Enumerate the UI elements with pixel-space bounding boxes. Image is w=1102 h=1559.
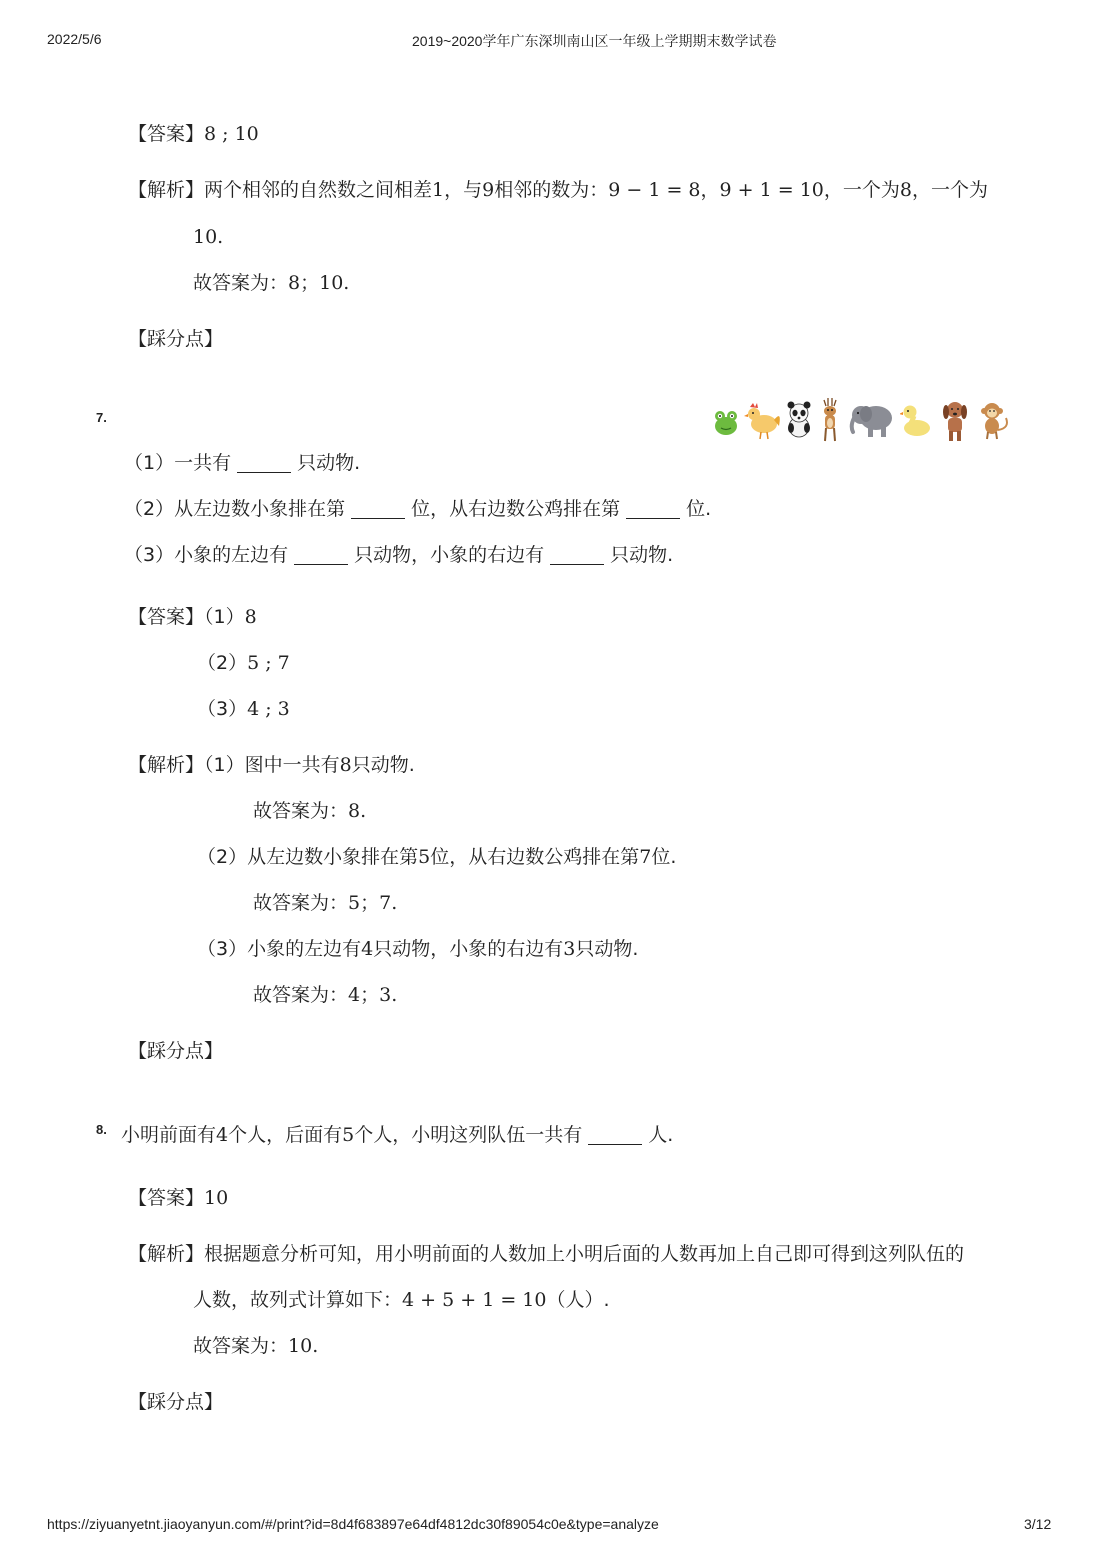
sub-label: （3） [197, 938, 248, 960]
analysis-text: 只动物. [575, 938, 639, 960]
analysis-number: 7 [639, 846, 652, 868]
q8-analysis-line1 [128, 1245, 964, 1264]
q7-analysis-2 [197, 848, 676, 867]
separator: ， [700, 179, 720, 201]
answer-blank[interactable] [550, 547, 604, 565]
sub-label: （1） [204, 606, 245, 628]
q7-sub1 [124, 454, 360, 473]
analysis-text: 小象的左边有 [247, 938, 362, 960]
q8-question [121, 1126, 673, 1145]
animal-row-image [712, 398, 1014, 442]
analysis-label: 【解析】 [128, 1243, 205, 1265]
question-number-value: 5 [342, 1124, 355, 1146]
q7-analysis-1 [128, 756, 415, 775]
answer-blank[interactable] [588, 1127, 642, 1145]
sub-label: （2） [124, 498, 175, 520]
analysis-text: 位，从右边数公鸡排在第 [430, 846, 640, 868]
q7-answer-line2 [197, 654, 290, 673]
answer-label: 【答案】 [128, 123, 205, 145]
conclusion-prefix: 故答案为： [253, 800, 349, 822]
equation: 4 + 5 + 1 = 10 [402, 1289, 547, 1311]
analysis-text: 两个相邻的自然数之间相差 [204, 179, 433, 201]
page-number: 3/12 [1024, 1516, 1052, 1532]
question-text: 从左边数小象排在第 [174, 498, 346, 520]
analysis-number: 5 [418, 846, 431, 868]
answer-value: 4 ; 3 [247, 698, 290, 720]
rooster-icon [744, 398, 784, 440]
question-text: 位，从右边数公鸡排在第 [411, 498, 621, 520]
question-text: 只动物. [297, 452, 361, 474]
q8-analysis-line2 [193, 1291, 610, 1310]
answer-value: 5 ; 7 [247, 652, 290, 674]
conclusion-prefix: 故答案为： [253, 892, 349, 914]
question-text: 个人，小明这列队伍一共有 [354, 1124, 583, 1146]
q7-answer-line3 [197, 700, 290, 719]
q6-answer [128, 125, 259, 144]
question-text: 小明前面有 [121, 1124, 217, 1146]
q7-sub3 [124, 546, 673, 565]
sub-label: （3） [124, 544, 175, 566]
conclusion-value: 8. [348, 800, 367, 822]
q8-conclusion [193, 1337, 318, 1356]
conclusion-value: 5；7. [348, 892, 398, 914]
conclusion-prefix: 故答案为： [193, 272, 289, 294]
q7-analysis-1-conclusion [253, 802, 366, 821]
analysis-number: 3 [563, 938, 576, 960]
question-text: 人. [648, 1124, 674, 1146]
analysis-text: 人数，故列式计算如下： [193, 1289, 403, 1311]
analysis-number: 9 [482, 179, 495, 201]
question-number: 8. [96, 1122, 107, 1137]
answer-blank[interactable] [237, 455, 291, 473]
analysis-text: 位. [651, 846, 677, 868]
panda-icon [784, 398, 814, 438]
answer-blank[interactable] [626, 501, 680, 519]
answer-value: 8 ; 10 [204, 123, 259, 145]
document-title: 2019~2020学年广东深圳南山区一年级上学期期末数学试卷 [412, 33, 777, 49]
equation: 9 − 1 = 8 [608, 179, 701, 201]
elephant-icon [848, 398, 896, 438]
analysis-label: 【解析】 [128, 754, 205, 776]
q7-analysis-2-conclusion [253, 894, 397, 913]
question-text: 一共有 [174, 452, 232, 474]
q7-analysis-3-conclusion [253, 986, 397, 1005]
analysis-text: ，一个为 [823, 179, 900, 201]
answer-value: 10 [204, 1187, 229, 1209]
q7-sub2 [124, 500, 711, 519]
q7-answer-line1 [128, 608, 257, 627]
analysis-text: ，与 [444, 179, 483, 201]
analysis-text: 只动物，小象的右边有 [373, 938, 564, 960]
duck-icon [900, 398, 932, 438]
monkey-icon [976, 398, 1012, 440]
answer-blank[interactable] [294, 547, 348, 565]
sub-label: （3） [197, 698, 248, 720]
question-text: 个人，后面有 [228, 1124, 343, 1146]
sub-label: （2） [197, 846, 248, 868]
sub-label: （1） [124, 452, 175, 474]
analysis-number: 4 [361, 938, 374, 960]
question-text: 只动物. [610, 544, 674, 566]
q8-answer [128, 1189, 228, 1208]
analysis-number: 8 [339, 754, 352, 776]
analysis-text: 只动物. [351, 754, 415, 776]
answer-value: 8 [244, 606, 257, 628]
answer-blank[interactable] [351, 501, 405, 519]
q6-analysis-line1 [128, 181, 988, 200]
conclusion-value: 4；3. [348, 984, 398, 1006]
analysis-number: 8 [899, 179, 912, 201]
q6-points-label: 【踩分点】 [128, 328, 224, 350]
equation: 9 + 1 = 10 [719, 179, 824, 201]
conclusion-value: 8；10. [288, 272, 350, 294]
analysis-text: 根据题意分析可知，用小明前面的人数加上小明后面的人数再加上自己即可得到这列队伍的 [204, 1243, 965, 1265]
q6-conclusion [193, 274, 349, 293]
question-text: 只动物，小象的右边有 [354, 544, 545, 566]
deer-icon [816, 398, 846, 442]
analysis-text: 相邻的数为： [494, 179, 609, 201]
conclusion-prefix: 故答案为： [253, 984, 349, 1006]
analysis-text: 从左边数小象排在第 [247, 846, 419, 868]
q7-analysis-3 [197, 940, 638, 959]
analysis-number: 1 [432, 179, 445, 201]
answer-label: 【答案】 [128, 1187, 205, 1209]
q7-points-label: 【踩分点】 [128, 1040, 224, 1062]
analysis-text: （人）. [546, 1289, 610, 1311]
frog-icon [712, 398, 740, 438]
conclusion-prefix: 故答案为： [193, 1335, 289, 1357]
question-number-value: 4 [216, 1124, 229, 1146]
analysis-text: 图中一共有 [244, 754, 340, 776]
analysis-label: 【解析】 [128, 179, 205, 201]
analysis-text: ，一个为 [912, 179, 989, 201]
sub-label: （1） [204, 754, 245, 776]
answer-label: 【答案】 [128, 606, 205, 628]
q6-analysis-line2: 10. [193, 226, 224, 248]
footer-url[interactable]: https://ziyuanyetnt.jiaoyanyun.com/#/print?id=8d4f683897e64df4812dc30f89054c0e&type=analyze [47, 1516, 659, 1532]
question-text: 位. [686, 498, 712, 520]
question-number: 7. [96, 410, 107, 425]
conclusion-value: 10. [288, 1335, 319, 1357]
q8-points-label: 【踩分点】 [128, 1391, 224, 1413]
sub-label: （2） [197, 652, 248, 674]
question-text: 小象的左边有 [174, 544, 289, 566]
print-date: 2022/5/6 [47, 31, 102, 47]
dog-icon [940, 398, 970, 442]
